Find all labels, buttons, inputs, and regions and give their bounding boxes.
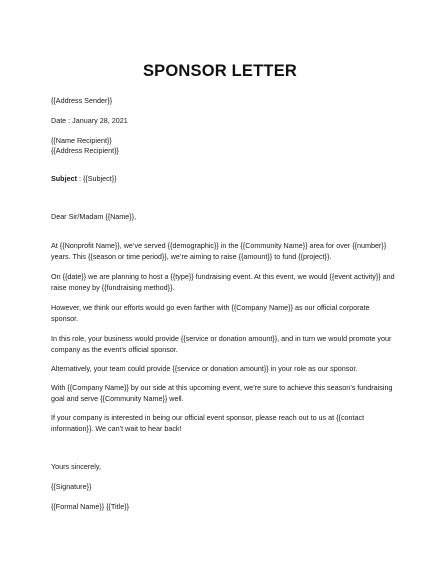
paragraph-intro: At {{Nonprofit Name}}, we’ve served {{demographic}} in the {{Community Name}} area for over {{number}} years. This {{season or time period}}, we’re aiming to raise {{amount}} to fund {{project}}.	[51, 241, 387, 261]
address-sender: {{Address Sender}}	[51, 96, 113, 105]
paragraph-alternative: Alternatively, your team could provide {{service or donation amount}} in your role as our sponsor.	[51, 364, 358, 373]
subject-value: : {{Subject}}	[76, 174, 117, 183]
paragraph-contact: If your company is interested in being our official event sponsor, please reach out to us at {{contact information}}. We can’t wait to hear back!	[51, 413, 365, 433]
paragraph-event: On {{date}} we are planning to host a {{type}} fundraising event. At this event, we would {{event activity}} and raise money by {{fundraising method}}.	[51, 272, 395, 292]
salutation: Dear Sir/Madam {{Name}},	[51, 212, 137, 221]
paragraph-role: In this role, your business would provide {{service or donation amount}}, and in turn we would promote your company as the event’s official sponsor.	[51, 334, 392, 354]
signature: {{Signature}}	[51, 482, 92, 491]
letter-title: SPONSOR LETTER	[142, 62, 298, 80]
paragraph-sponsor-ask: However, we think our efforts would go even farther with {{Company Name}} as our official corporate sponsor.	[51, 303, 370, 323]
subject-label: Subject	[51, 174, 77, 183]
subject-line	[51, 174, 396, 185]
paragraph-goal: With {{Company Name}} by our side at this upcoming event, we’re sure to achieve this season’s fundraising goal and serve {{Community Name}} well.	[51, 383, 393, 403]
date-line: Date : January 28, 2021	[51, 116, 128, 125]
name-recipient: {{Name Recipient}}	[51, 136, 112, 145]
formal-name-title: {{Formal Name}} {{Title}}	[51, 502, 130, 511]
address-recipient: {{Address Recipient}}	[51, 146, 119, 155]
closing: Yours sincerely,	[51, 462, 101, 471]
